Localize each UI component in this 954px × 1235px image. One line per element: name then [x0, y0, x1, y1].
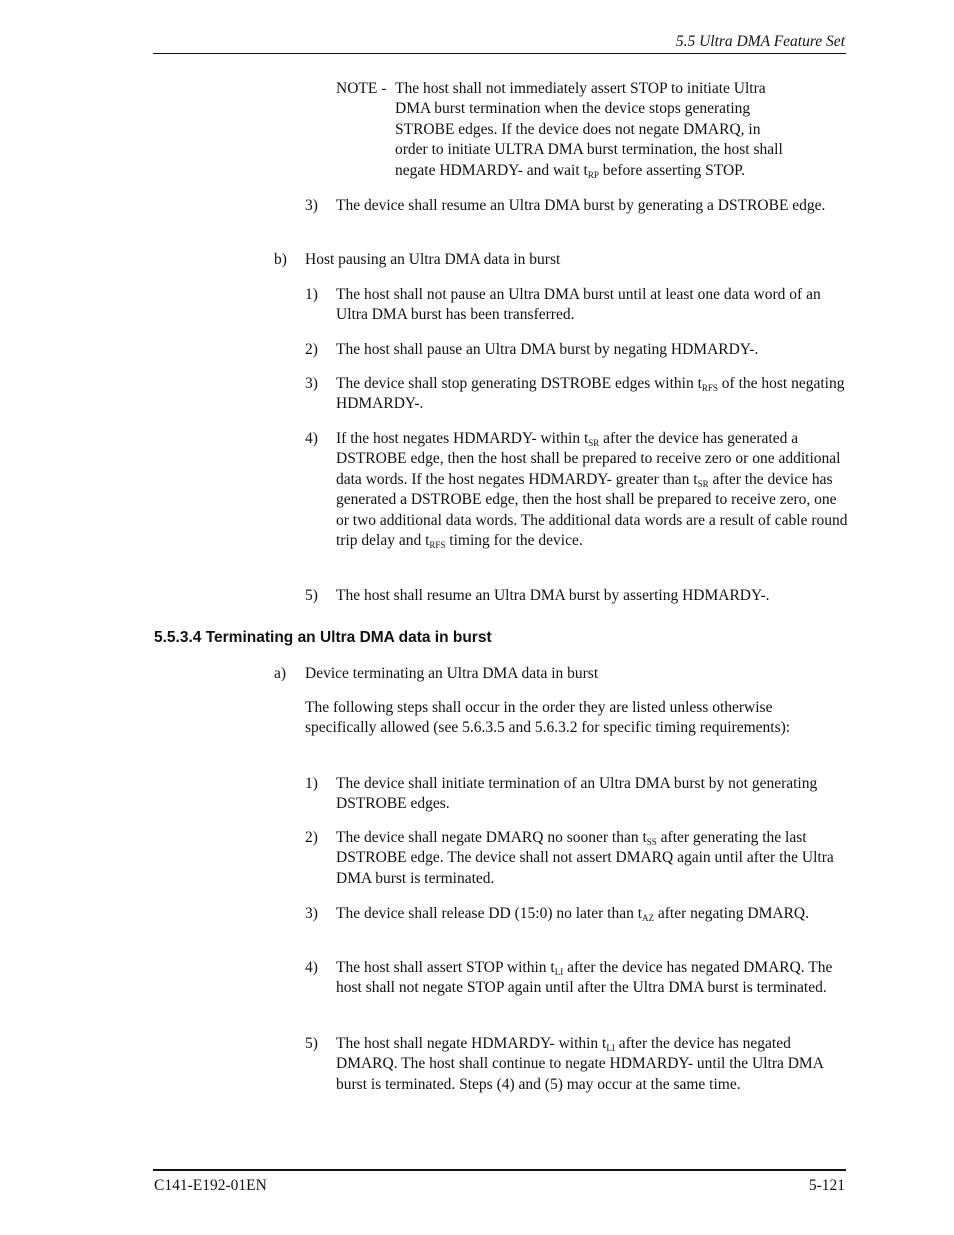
item-text: The host shall resume an Ultra DMA burst by asserting HDMARDY-.	[336, 587, 770, 604]
item-number: 1)	[305, 286, 318, 303]
item-text: The host shall negate HDMARDY- within $t_{LI}$ after the device has negated DMARQ. The host shall continue to negate HDMARDY- until the Ultra DMA burst is terminated. Steps (4) and (5) may occur at the same time.	[336, 1035, 824, 1093]
item-text: The device shall negate DMARQ no sooner than $t_{SS}$ after generating the last DSTROBE edge. The device shall not assert DMARQ again until after the Ultra DMA burst is terminated.	[336, 829, 834, 887]
note-line: negate HDMARDY- and wait $t_{RP}$ before asserting STOP.	[395, 161, 745, 180]
document-id: C141-E192-01EN	[154, 1177, 267, 1194]
note-line: DMA burst termination when the device stops generating	[395, 100, 751, 118]
note-line: order to initiate ULTRA DMA burst termination, the host shall	[395, 141, 783, 159]
note-body	[395, 79, 846, 181]
item-number: 4)	[305, 959, 318, 976]
note-line: The host shall not immediately assert STOP to initiate Ultra	[395, 80, 766, 97]
item-number: 2)	[305, 829, 318, 846]
item-number: 3)	[305, 197, 318, 214]
item-number: 3)	[305, 905, 318, 922]
header-rule	[153, 53, 846, 54]
item-text: If the host negates HDMARDY- within $t_{SR}$ after the device has generated a DSTROBE edge, then the host shall be prepared to receive zero or one additional data words. If the host negates HDMARDY- greater than $t_{SR}$ after the device has generated a DSTROBE edge, then the host shall be prepared to receive zero, one or two additional data words. The additional data words are a result of cable round trip delay and $t_{RFS}$ timing for the device.	[336, 430, 848, 551]
item-text: The device shall stop generating DSTROBE edges within $t_{RFS}$ of the host negating HDMARDY-.	[336, 375, 845, 413]
item-text: Device terminating an Ultra DMA data in burst	[305, 665, 599, 682]
intro-paragraph: The following steps shall occur in the order they are listed unless otherwise specifically allowed (see 5.6.3.5 and 5.6.3.2 for specific timing requirements):	[305, 699, 791, 737]
item-text: Host pausing an Ultra DMA data in burst	[305, 251, 561, 268]
item-number: 5)	[305, 1035, 318, 1052]
item-text: The host shall not pause an Ultra DMA burst until at least one data word of an Ultra DMA burst has been transferred.	[336, 286, 821, 324]
section-heading: 5.5.3.4 Terminating an Ultra DMA data in burst	[154, 629, 492, 646]
item-text: The host shall pause an Ultra DMA burst by negating HDMARDY-.	[336, 341, 759, 358]
footer-rule	[153, 1169, 846, 1171]
note-block	[336, 79, 846, 181]
note-line: STROBE edges. If the device does not negate DMARQ, in	[395, 120, 761, 138]
item-number: 4)	[305, 430, 318, 447]
item-number: 3)	[305, 375, 318, 392]
item-letter: a)	[274, 665, 287, 682]
note-label: NOTE -	[336, 80, 387, 97]
page-number: 5-121	[808, 1177, 845, 1194]
item-text: The device shall release DD (15:0) no later than $t_{AZ}$ after negating DMARQ.	[336, 905, 809, 923]
item-number: 5)	[305, 587, 318, 604]
item-text: The device shall initiate termination of an Ultra DMA burst by not generating DSTROBE edges.	[336, 775, 818, 813]
item-number: 2)	[305, 341, 318, 358]
item-letter: b)	[274, 251, 287, 268]
item-text: The device shall resume an Ultra DMA burst by generating a DSTROBE edge.	[336, 197, 826, 214]
item-number: 1)	[305, 775, 318, 792]
running-header: 5.5 Ultra DMA Feature Set	[675, 33, 845, 50]
item-text: The host shall assert STOP within $t_{LI}$ after the device has negated DMARQ. The host shall not negate STOP again until after the Ultra DMA burst is terminated.	[336, 959, 833, 997]
